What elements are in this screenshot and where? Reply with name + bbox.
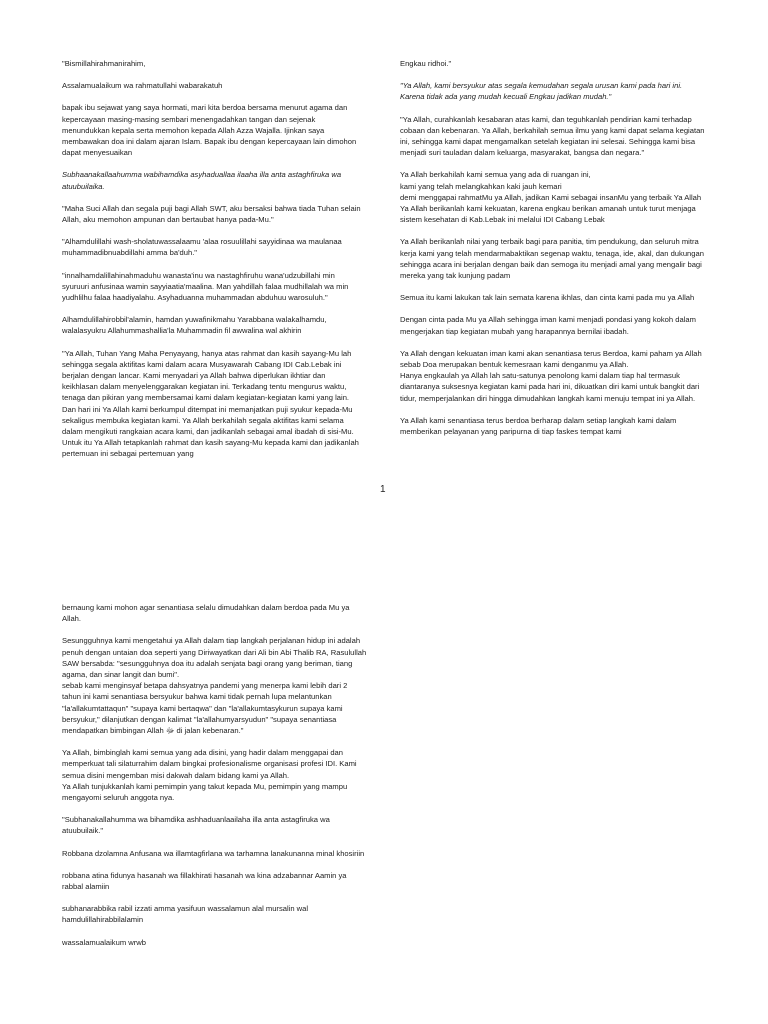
paragraph: "Bismillahirahmanirahim, (62, 59, 146, 68)
paragraph: Engkau ridhoi." (400, 59, 452, 68)
paragraph: "innalhamdalillahinahmaduhu wanasta'inu wa nastaghfiruhu wana'udzubillahi min syuruuri anfusinaa wamin sayyiaatia'maalina. Man yahdillah falaa mudhillalah wa min yudhlilhu falaa haadiyalahu. Asyhaduanna muhammadan abduhuu warosuluh." (62, 270, 349, 303)
paragraph: robbana atina fidunya hasanah wa fillakhirati hasanah wa kina adzabannar Aamin ya rabbal alamiin (62, 870, 347, 892)
paragraph: "Maha Suci Allah dan segala puji bagi Allah SWT, aku bersaksi bahwa tiada Tuhan selain Allah, aku memohon ampunan dan bertaubat hanya pada-Mu." (62, 203, 361, 225)
paragraph: bapak ibu sejawat yang saya hormati, mari kita berdoa bersama menurut agama dan kepercayaan masing-masing sembari menengadahkan tangan dan sejenak menundukkan kepala serta memohon kepada Allah Azza Wajalla. Ijinkan saya membawakan doa ini dalam ajaran Islam. Bapak ibu dengan kepercayaan lain dimohon dapat menyesuaikan (62, 103, 357, 158)
paragraph: Alhamdulillahirobbil'alamin, hamdan yuwafinikmahu Yarabbana walakalhamdu, walalasyukru Allahummashallia'la Muhammadin fil awwalina wal akhirin (62, 315, 327, 336)
paragraph: Subhaanakallaahumma wabihamdika asyhaduallaa ilaaha illa anta astaghfiruka wa atuubuilaika. (62, 170, 342, 191)
paragraph: "Ya Allah, Tuhan Yang Maha Penyayang, hanya atas rahmat dan kasih sayang-Mu lah sehingga segala aktifitas kami dalam acara Musyawarah Cabang IDI Cab.Lebak ini berjalan dengan lancar. Kami menyadari ya Allah bahwa diperlukan ikhtiar dan keikhlasan dalam menyelenggarakan kegiatan ini. Terkadang tentu mengurus waktu, tenaga dan pikiran yang membersamai kami dalam kegiatan-kegiatan kami yang lain. Dan hari ini Ya Allah kami berkumpul ditempat ini memanjatkan puji syukur kepada-Mu sekaligus membuka kegiatan kami. Ya Allah berkahilah segala aktifitas kami selama dalam mengikuti rangkaian acara kami, dan jadikanlah sebagai amal ibadah di sisi-Mu. Untuk itu Ya Allah tetapkanlah rahmat dan kasih sayang-Mu kepada kami dan jadikanlah pertemuan ini sebagai pertemuan yang (62, 348, 359, 459)
left-text-column (62, 58, 362, 471)
bottom-text-column (62, 602, 367, 959)
paragraph: subhanarabbika rabil izzati amma yasifuun wassalamun alal mursalin wal hamdulillahirabbilalamin (62, 904, 309, 925)
paragraph: Robbana dzolamna Anfusana wa illamtagfirlana wa tarhamna lanakunanna minal khosiriin (62, 848, 365, 858)
paragraph: Dengan cinta pada Mu ya Allah sehingga iman kami menjadi pondasi yang kokoh dalam mengerjakan tiap kegiatan mubah yang harapannya bernilai ibadah. (400, 315, 696, 336)
paragraph: "Ya Allah, curahkanlah kesabaran atas kami, dan teguhkanlah pendirian kami terhadap cobaan dan kebenaran. Ya Allah, berkahilah semua ilmu yang kami dapat selama kegiatan ini, sehingga kami dapat mengamalkan setelah kegiatan ini selesai. Sehingga kami bisa menjadi suri tauladan dalam keluarga, masyarakat, bangsa dan negara." (400, 114, 705, 158)
paragraph: bernaung kami mohon agar senantiasa selalu dimudahkan dalam berdoa pada Mu ya Allah. (62, 603, 350, 624)
page-number: 1 (380, 484, 386, 495)
paragraph: "Ya Allah, kami bersyukur atas segala kemudahan segala urusan kami pada hari ini. Karena tidak ada yang mudah kecuali Engkau jadikan mudah." (400, 81, 683, 102)
paragraph: Ya Allah, bimbinglah kami semua yang ada disini, yang hadir dalam menggapai dan memperkuat tali silaturrahim dalam bingkai profesionalisme organisasi profesi IDI. Kami semua disini mengemban misi dakwah dalam bidang kami ya Allah. Ya Allah tunjukkanlah kami pemimpin yang takut kepada Mu, pemimpin yang mampu mengayomi seluruh anggota nya. (62, 748, 357, 803)
paragraph: Assalamualaikum wa rahmatullahi wabarakatuh (62, 81, 223, 91)
paragraph: "Subhanakallahumma wa bihamdika ashhaduanlaailaha illa anta astagfiruka wa atuubuilaik." (62, 815, 330, 836)
paragraph: "Alhamdulillahi wash-sholatuwassalaamu 'alaa rosuulillahi sayyidinaa wa maulanaa muhammadibnuabdillahi amma ba'duh." (62, 237, 342, 258)
paragraph: Ya Allah dengan kekuatan iman kami akan senantiasa terus Berdoa, kami paham ya Allah sebab Doa merupakan bentuk kemesraan kami denganmu ya Allah. Hanya engkaulah ya Allah lah satu-satunya penolong kami dalam tiap hal termasuk diantaranya suksesnya kegiatan kami pada hari ini, dikuatkan diri kami untuk bangkit dari tidur, memperjalankan diri hingga dimudahkan langkah kami menuju tempat ini ya Allah. (400, 348, 702, 403)
paragraph: wassalamualaikum wrwb (62, 937, 146, 947)
right-text-column (400, 58, 705, 448)
paragraph: Semua itu kami lakukan tak lain semata karena ikhlas, dan cinta kami pada mu ya Allah (400, 293, 695, 303)
paragraph: Ya Allah berikanlah nilai yang terbaik bagi para panitia, tim pendukung, dan seluruh mitra kerja kami yang telah mendarmabaktikan segenap waktu, tenaga, ide, akal, dan dukungan sehingga acara ini berjalan dengan baik dan semoga itu menjadi amal yang mengalir bagi mereka yang tak kunjung padam (400, 237, 704, 281)
paragraph: Ya Allah kami senantiasa terus berdoa berharap dalam setiap langkah kami dalam memberikan pelayanan yang paripurna di tiap faskes tempat kami (400, 415, 677, 437)
paragraph: Sesungguhnya kami mengetahui ya Allah dalam tiap langkah perjalanan hidup ini adalah penuh dengan untaian doa seperti yang Diriwayatkan dari Ali bin Abi Thalib RA, Rasulullah SAW bersabda: "sesungguhnya doa itu adalah senjata bagi orang yang beriman, tiang agama, dan sinar langit dan bumi". sebab kami menginsyaf betapa dahsyatnya pandemi yang menerpa kami lebih dari 2 tahun ini kami senantiasa bersyukur bahwa kami tidak pernah lupa melantunkan "la'allakumtattaqun" "supaya kami bertaqwa" dan "la'allakumtasykurun supaya kami bersyukur," dilanjutkan dengan kalimat "la'allahumyarsyudun" "supaya senantiasa mendapatkan bimbingan Allah ﷻ di jalan kebenaran." (62, 636, 367, 736)
paragraph: Ya Allah berkahilah kami semua yang ada di ruangan ini, kami yang telah melangkahkan kaki jauh kemari demi menggapai rahmatMu ya Allah, jadikan Kami sebagai insanMu yang terbaik Ya Allah Ya Allah berikanlah kami kekuatan, karena engkau berikan amanah untuk turut menjaga sistem kesehatan di Kab.Lebak ini melalui IDI Cabang Lebak (400, 170, 702, 225)
